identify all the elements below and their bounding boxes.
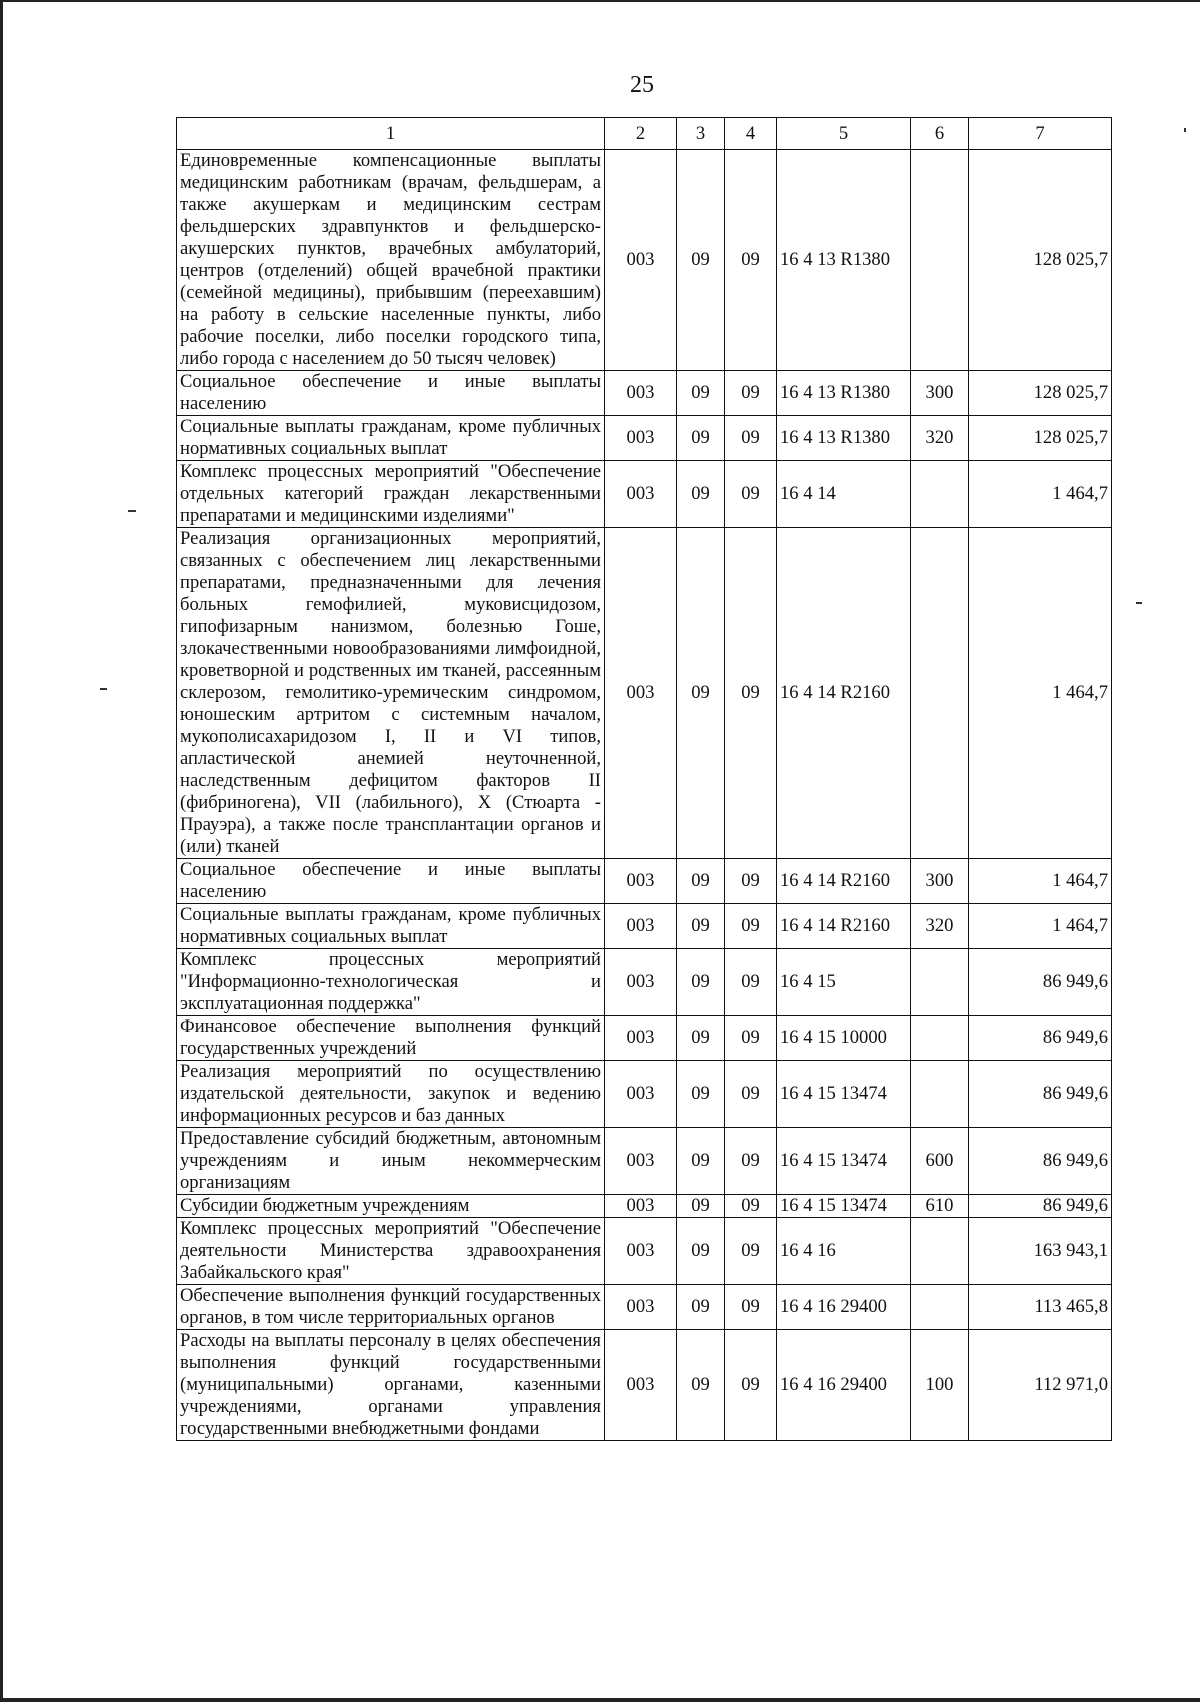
row-code-cell: 16 4 15 13474 <box>777 1061 911 1128</box>
table-row <box>177 1285 1112 1330</box>
row-col4-cell: 09 <box>725 528 777 859</box>
page-number: 25 <box>630 72 654 98</box>
row-col4-cell: 09 <box>725 371 777 416</box>
row-col2-cell: 003 <box>605 949 677 1016</box>
row-col4-cell: 09 <box>725 1330 777 1441</box>
row-col4-cell: 09 <box>725 1218 777 1285</box>
row-col4-cell: 09 <box>725 1016 777 1061</box>
row-col4-cell: 09 <box>725 1195 777 1218</box>
row-col4-cell: 09 <box>725 1128 777 1195</box>
row-col4-cell: 09 <box>725 1061 777 1128</box>
table-row <box>177 1061 1112 1128</box>
row-code-cell: 16 4 16 <box>777 1218 911 1285</box>
row-col3-cell: 09 <box>677 1218 725 1285</box>
row-name-cell: Субсидии бюджетным учреждениям <box>177 1195 605 1218</box>
row-amount-cell: 1 464,7 <box>969 461 1112 528</box>
row-code-cell: 16 4 14 R2160 <box>777 904 911 949</box>
table-row <box>177 416 1112 461</box>
table-body <box>177 150 1112 1441</box>
scan-mark-left-1 <box>128 510 136 512</box>
row-name-cell: Предоставление субсидий бюджетным, автономным учреждениям и иным некоммерческим организациям <box>177 1128 605 1195</box>
row-col3-cell: 09 <box>677 949 725 1016</box>
scan-mark-right-2 <box>1184 128 1186 132</box>
row-col3-cell: 09 <box>677 1128 725 1195</box>
row-code-cell: 16 4 16 29400 <box>777 1330 911 1441</box>
row-code-cell: 16 4 13 R1380 <box>777 150 911 371</box>
row-col6-cell <box>911 1016 969 1061</box>
row-col2-cell: 003 <box>605 1195 677 1218</box>
row-amount-cell: 113 465,8 <box>969 1285 1112 1330</box>
row-col2-cell: 003 <box>605 1330 677 1441</box>
row-name-cell: Обеспечение выполнения функций государственных органов, в том числе территориальных органов <box>177 1285 605 1330</box>
row-code-cell: 16 4 14 <box>777 461 911 528</box>
row-col6-cell: 320 <box>911 904 969 949</box>
row-col2-cell: 003 <box>605 1285 677 1330</box>
row-name-cell: Социальное обеспечение и иные выплаты населению <box>177 371 605 416</box>
scan-mark-right-1 <box>1136 602 1142 604</box>
row-code-cell: 16 4 13 R1380 <box>777 371 911 416</box>
row-col4-cell: 09 <box>725 904 777 949</box>
row-code-cell: 16 4 15 13474 <box>777 1128 911 1195</box>
row-name-cell: Комплекс процессных мероприятий "Информационно-технологическая и эксплуатационная поддержка" <box>177 949 605 1016</box>
row-name-cell: Социальные выплаты гражданам, кроме публичных нормативных социальных выплат <box>177 904 605 949</box>
row-amount-cell: 1 464,7 <box>969 904 1112 949</box>
header-col-6: 6 <box>911 118 969 150</box>
row-amount-cell: 1 464,7 <box>969 528 1112 859</box>
row-col6-cell: 300 <box>911 859 969 904</box>
header-col-5: 5 <box>777 118 911 150</box>
row-col4-cell: 09 <box>725 1285 777 1330</box>
row-col2-cell: 003 <box>605 461 677 528</box>
row-code-cell: 16 4 13 R1380 <box>777 416 911 461</box>
row-col6-cell: 610 <box>911 1195 969 1218</box>
row-col6-cell <box>911 528 969 859</box>
header-col-2: 2 <box>605 118 677 150</box>
row-code-cell: 16 4 15 13474 <box>777 1195 911 1218</box>
row-code-cell: 16 4 16 29400 <box>777 1285 911 1330</box>
table-row <box>177 1128 1112 1195</box>
row-col6-cell <box>911 949 969 1016</box>
row-amount-cell: 86 949,6 <box>969 949 1112 1016</box>
row-name-cell: Комплекс процессных мероприятий "Обеспечение отдельных категорий граждан лекарственными препаратами и медицинскими изделиями" <box>177 461 605 528</box>
row-name-cell: Социальное обеспечение и иные выплаты населению <box>177 859 605 904</box>
row-code-cell: 16 4 15 <box>777 949 911 1016</box>
header-col-1: 1 <box>177 118 605 150</box>
table-row <box>177 1218 1112 1285</box>
row-col6-cell: 600 <box>911 1128 969 1195</box>
row-col3-cell: 09 <box>677 1016 725 1061</box>
row-amount-cell: 86 949,6 <box>969 1195 1112 1218</box>
row-col3-cell: 09 <box>677 461 725 528</box>
row-col4-cell: 09 <box>725 949 777 1016</box>
table-row <box>177 1195 1112 1218</box>
table-row <box>177 949 1112 1016</box>
table-row <box>177 859 1112 904</box>
budget-table <box>176 117 1112 1441</box>
row-col2-cell: 003 <box>605 371 677 416</box>
row-name-cell: Комплекс процессных мероприятий "Обеспечение деятельности Министерства здравоохранения Забайкальского края" <box>177 1218 605 1285</box>
row-col2-cell: 003 <box>605 904 677 949</box>
row-col6-cell: 100 <box>911 1330 969 1441</box>
row-name-cell: Социальные выплаты гражданам, кроме публичных нормативных социальных выплат <box>177 416 605 461</box>
row-col6-cell <box>911 1061 969 1128</box>
row-code-cell: 16 4 14 R2160 <box>777 859 911 904</box>
table-row <box>177 1016 1112 1061</box>
row-col3-cell: 09 <box>677 1285 725 1330</box>
row-col3-cell: 09 <box>677 1330 725 1441</box>
row-col2-cell: 003 <box>605 1128 677 1195</box>
row-code-cell: 16 4 14 R2160 <box>777 528 911 859</box>
table-row <box>177 150 1112 371</box>
row-col2-cell: 003 <box>605 528 677 859</box>
row-col2-cell: 003 <box>605 1016 677 1061</box>
header-col-7: 7 <box>969 118 1112 150</box>
table-row <box>177 461 1112 528</box>
row-amount-cell: 86 949,6 <box>969 1016 1112 1061</box>
row-col6-cell <box>911 461 969 528</box>
row-col6-cell <box>911 150 969 371</box>
row-col2-cell: 003 <box>605 1218 677 1285</box>
row-amount-cell: 86 949,6 <box>969 1061 1112 1128</box>
row-amount-cell: 1 464,7 <box>969 859 1112 904</box>
row-col6-cell: 300 <box>911 371 969 416</box>
row-amount-cell: 128 025,7 <box>969 150 1112 371</box>
row-col6-cell <box>911 1218 969 1285</box>
row-col4-cell: 09 <box>725 416 777 461</box>
table-row <box>177 371 1112 416</box>
row-col2-cell: 003 <box>605 859 677 904</box>
row-col3-cell: 09 <box>677 371 725 416</box>
row-col2-cell: 003 <box>605 150 677 371</box>
row-amount-cell: 128 025,7 <box>969 416 1112 461</box>
row-col3-cell: 09 <box>677 150 725 371</box>
row-col3-cell: 09 <box>677 1195 725 1218</box>
row-name-cell: Расходы на выплаты персоналу в целях обеспечения выполнения функций государственными (муниципальными) органами, казенными учреждениями, органами управления государственными внебюджетными фондами <box>177 1330 605 1441</box>
row-col6-cell <box>911 1285 969 1330</box>
row-amount-cell: 112 971,0 <box>969 1330 1112 1441</box>
row-col3-cell: 09 <box>677 859 725 904</box>
row-col2-cell: 003 <box>605 416 677 461</box>
table-row <box>177 1330 1112 1441</box>
row-col4-cell: 09 <box>725 859 777 904</box>
row-name-cell: Единовременные компенсационные выплаты медицинским работникам (врачам, фельдшерам, а также акушеркам и медицинским сестрам фельдшерских здравпунктов и фельдшерско-акушерских пунктов, врачебных амбулаторий, центров (отделений) общей врачебной практики (семейной медицины), прибывшим (переехавшим) на работу в сельские населенные пункты, либо рабочие поселки, либо поселки городского типа, либо города с населением до 50 тысяч человек) <box>177 150 605 371</box>
row-amount-cell: 163 943,1 <box>969 1218 1112 1285</box>
header-col-4: 4 <box>725 118 777 150</box>
table-row <box>177 528 1112 859</box>
row-col3-cell: 09 <box>677 416 725 461</box>
row-col3-cell: 09 <box>677 1061 725 1128</box>
row-name-cell: Реализация организационных мероприятий, связанных с обеспечением лиц лекарственными препаратами, предназначенными для лечения больных гемофилией, муковисцидозом, гипофизарным нанизмом, болезнью Гоше, злокачественными новообразованиями лимфоидной, кроветворной и родственных им тканей, рассеянным склерозом, гемолитико-уремическим синдромом, юношеским артритом с системным началом, мукополисахаридозом I, II и VI типов, апластической анемией неуточненной, наследственным дефицитом факторов II (фибриногена), VII (лабильного), X (Стюарта - Прауэра), а также после трансплантации органов и (или) тканей <box>177 528 605 859</box>
row-name-cell: Реализация мероприятий по осуществлению издательской деятельности, закупок и ведению информационных ресурсов и баз данных <box>177 1061 605 1128</box>
row-col3-cell: 09 <box>677 904 725 949</box>
row-amount-cell: 128 025,7 <box>969 371 1112 416</box>
header-col-3: 3 <box>677 118 725 150</box>
row-col3-cell: 09 <box>677 528 725 859</box>
row-col2-cell: 003 <box>605 1061 677 1128</box>
table-row <box>177 904 1112 949</box>
scan-mark-left-2 <box>100 688 107 690</box>
row-name-cell: Финансовое обеспечение выполнения функций государственных учреждений <box>177 1016 605 1061</box>
row-col4-cell: 09 <box>725 150 777 371</box>
row-col4-cell: 09 <box>725 461 777 528</box>
row-code-cell: 16 4 15 10000 <box>777 1016 911 1061</box>
table-header-row <box>177 118 1112 150</box>
row-col6-cell: 320 <box>911 416 969 461</box>
row-amount-cell: 86 949,6 <box>969 1128 1112 1195</box>
